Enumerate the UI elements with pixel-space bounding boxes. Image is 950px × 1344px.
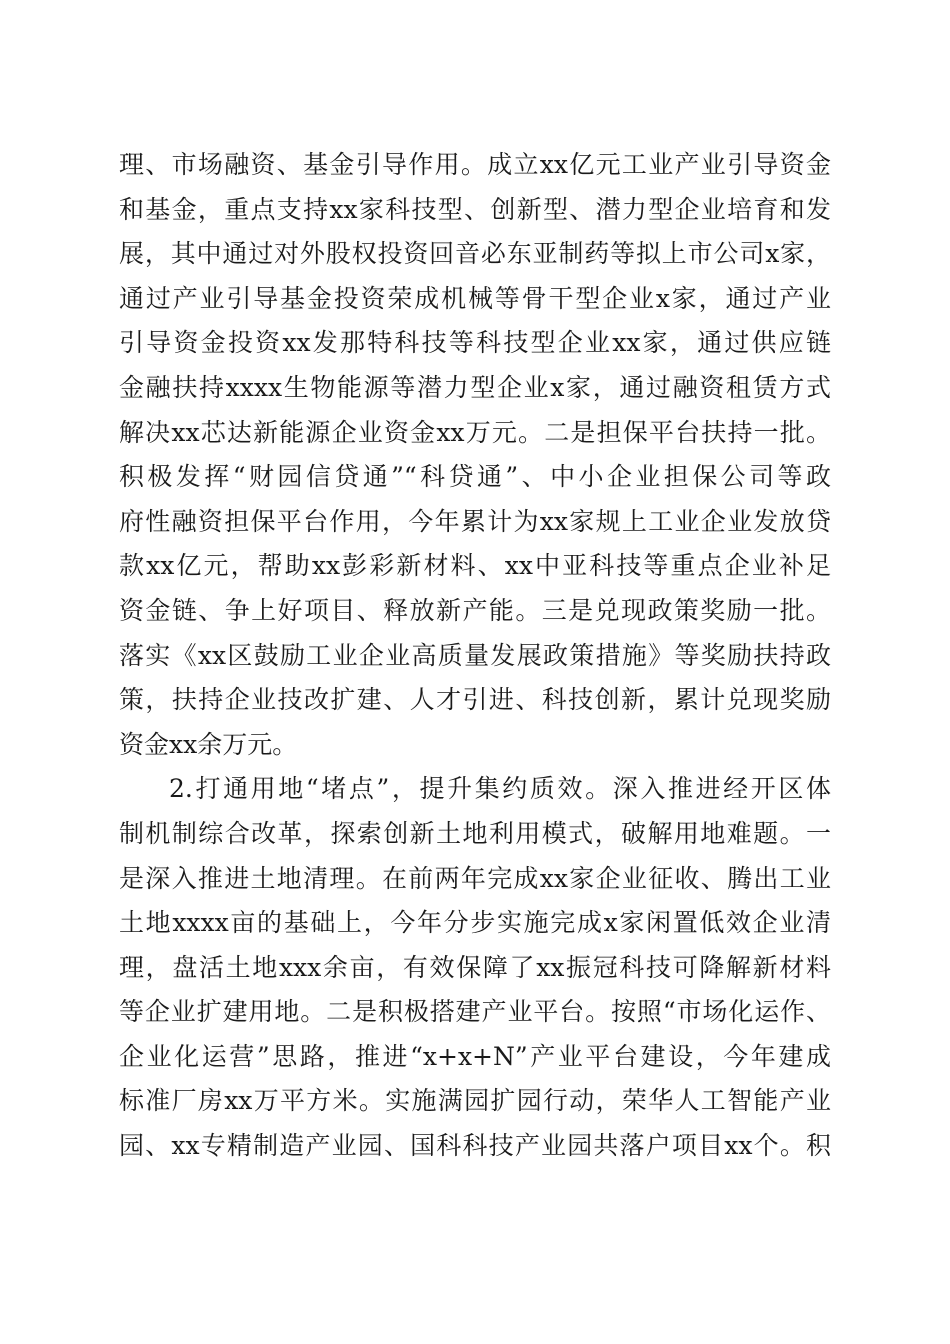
text-line: 府性融资担保平台作用，今年累计为xx家规上工业企业发放贷 <box>119 506 831 536</box>
text-line: 标准厂房xx万平方米。实施满园扩园行动，荣华人工智能产业 <box>119 1086 831 1116</box>
text-line: 引导资金投资xx发那特科技等科技型企业xx家，通过供应链 <box>119 328 831 358</box>
text-line: 解决xx芯达新能源企业资金xx万元。二是担保平台扶持一批。 <box>119 417 831 447</box>
paragraph-last-line: 资金xx余万元。 <box>119 729 298 759</box>
paragraph-first-line: 2.打通用地“堵点”，提升集约质效。深入推进经开区体 <box>169 774 831 804</box>
text-line: 策，扶持企业技改扩建、人才引进、科技创新，累计兑现奖励 <box>119 685 831 715</box>
text-line: 企业化运营”思路，推进“x+x+N”产业平台建设，今年建成 <box>119 1041 831 1071</box>
text-line: 款xx亿元，帮助xx彭彩新材料、xx中亚科技等重点企业补足 <box>119 551 831 581</box>
body-text <box>119 143 831 1169</box>
text-line: 和基金，重点支持xx家科技型、创新型、潜力型企业培育和发 <box>119 194 831 224</box>
text-line: 理、市场融资、基金引导作用。成立xx亿元工业产业引导资金 <box>119 150 831 179</box>
text-line: 金融扶持xxxx生物能源等潜力型企业x家，通过融资租赁方式 <box>119 372 831 402</box>
text-line: 土地xxxx亩的基础上，今年分步实施完成x家闲置低效企业清 <box>119 908 831 938</box>
text-line: 展，其中通过对外股权投资回音必东亚制药等拟上市公司x家， <box>119 239 831 269</box>
text-line: 资金链、争上好项目、释放新产能。三是兑现政策奖励一批。 <box>119 595 831 625</box>
text-line: 通过产业引导基金投资荣成机械等骨干型企业x家，通过产业 <box>119 283 831 313</box>
text-line: 落实《xx区鼓励工业企业高质量发展政策措施》等奖励扶持政 <box>119 640 831 670</box>
text-line: 制机制综合改革，探索创新土地利用模式，破解用地难题。一 <box>119 818 831 848</box>
text-line: 园、xx专精制造产业园、国科科技产业园共落户项目xx个。积 <box>119 1131 831 1161</box>
text-line: 等企业扩建用地。二是积极搭建产业平台。按照“市场化运作、 <box>119 997 831 1027</box>
text-line: 积极发挥“财园信贷通”“科贷通”、中小企业担保公司等政 <box>119 462 831 492</box>
text-line: 是深入推进土地清理。在前两年完成xx家企业征收、腾出工业 <box>119 863 831 893</box>
text-line: 理，盘活土地xxx余亩，有效保障了xx振冠科技可降解新材料 <box>119 952 831 982</box>
